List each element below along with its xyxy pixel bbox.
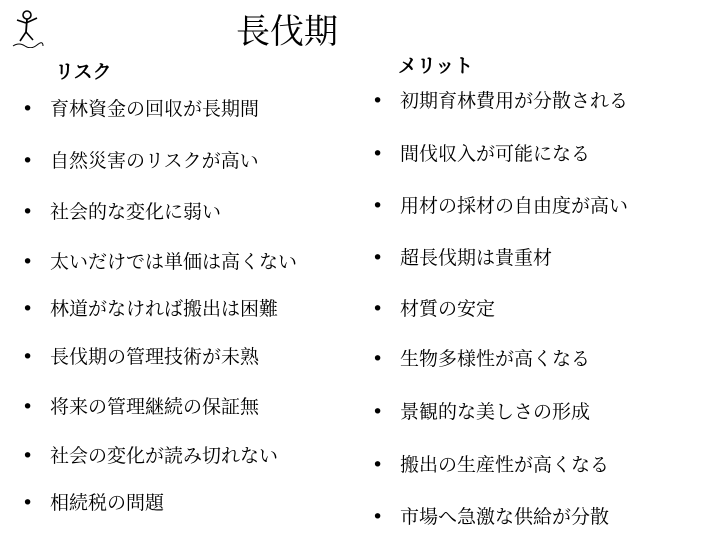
bullet-icon: •	[372, 298, 384, 320]
bullet-icon: •	[22, 445, 34, 467]
bullet-icon: •	[22, 346, 34, 368]
risk-item-text: 自然災害のリスクが高い	[50, 150, 259, 172]
slide-title: 長伐期	[236, 12, 338, 52]
merit-heading: メリット	[398, 55, 474, 77]
risk-item-text: 社会の変化が読み切れない	[50, 445, 279, 467]
merit-item	[372, 88, 628, 114]
merit-item-text: 間伐収入が可能になる	[400, 143, 591, 165]
merit-item	[372, 399, 590, 425]
merit-item-text: 生物多様性が高くなる	[400, 348, 591, 370]
merit-item-text: 搬出の生産性が高くなる	[400, 454, 610, 476]
merit-item-text: 用材の採材の自由度が高い	[400, 195, 629, 217]
merit-item	[372, 346, 590, 372]
bullet-icon: •	[22, 298, 34, 320]
merit-item-text: 超長伐期は貴重材	[400, 247, 553, 269]
bullet-icon: •	[372, 506, 384, 528]
bullet-icon: •	[22, 396, 34, 418]
risk-item	[22, 199, 221, 225]
risk-item-text: 将来の管理継続の保証無	[50, 396, 260, 418]
bullet-icon: •	[22, 150, 34, 172]
merit-item	[372, 296, 495, 322]
risk-item-text: 長伐期の管理技術が未熟	[50, 346, 260, 368]
bullet-icon: •	[22, 251, 34, 273]
bullet-icon: •	[372, 195, 384, 217]
merit-item-text: 初期育林費用が分散される	[400, 90, 629, 112]
merit-item	[372, 504, 609, 530]
risk-item-text: 林道がなければ搬出は困難	[50, 298, 279, 320]
risk-item	[22, 344, 259, 370]
bullet-icon: •	[372, 247, 384, 269]
merit-item	[372, 141, 590, 167]
risk-item	[22, 443, 278, 469]
risk-item	[22, 96, 259, 122]
figure-logo-icon	[10, 8, 44, 48]
risk-item-text: 育林資金の回収が長期間	[50, 98, 260, 120]
bullet-icon: •	[22, 492, 34, 514]
merit-item-text: 材質の安定	[400, 298, 496, 320]
risk-item-text: 太いだけでは単価は高くない	[50, 251, 298, 273]
bullet-icon: •	[372, 143, 384, 165]
risk-item	[22, 394, 259, 420]
risk-heading: リスク	[55, 61, 112, 83]
merit-item-text: 市場へ急激な供給が分散	[400, 506, 610, 528]
bullet-icon: •	[372, 90, 384, 112]
bullet-icon: •	[372, 454, 384, 476]
risk-item	[22, 249, 297, 275]
risk-item-text: 社会的な変化に弱い	[50, 201, 222, 223]
risk-item	[22, 148, 259, 174]
merit-item-text: 景観的な美しさの形成	[400, 401, 591, 423]
bullet-icon: •	[22, 201, 34, 223]
bullet-icon: •	[22, 98, 34, 120]
risk-item-text: 相続税の問題	[50, 492, 165, 514]
merit-item	[372, 193, 628, 219]
risk-item	[22, 490, 164, 516]
bullet-icon: •	[372, 401, 384, 423]
merit-item	[372, 245, 552, 271]
bullet-icon: •	[372, 348, 384, 370]
risk-item	[22, 296, 278, 322]
merit-item	[372, 452, 609, 478]
